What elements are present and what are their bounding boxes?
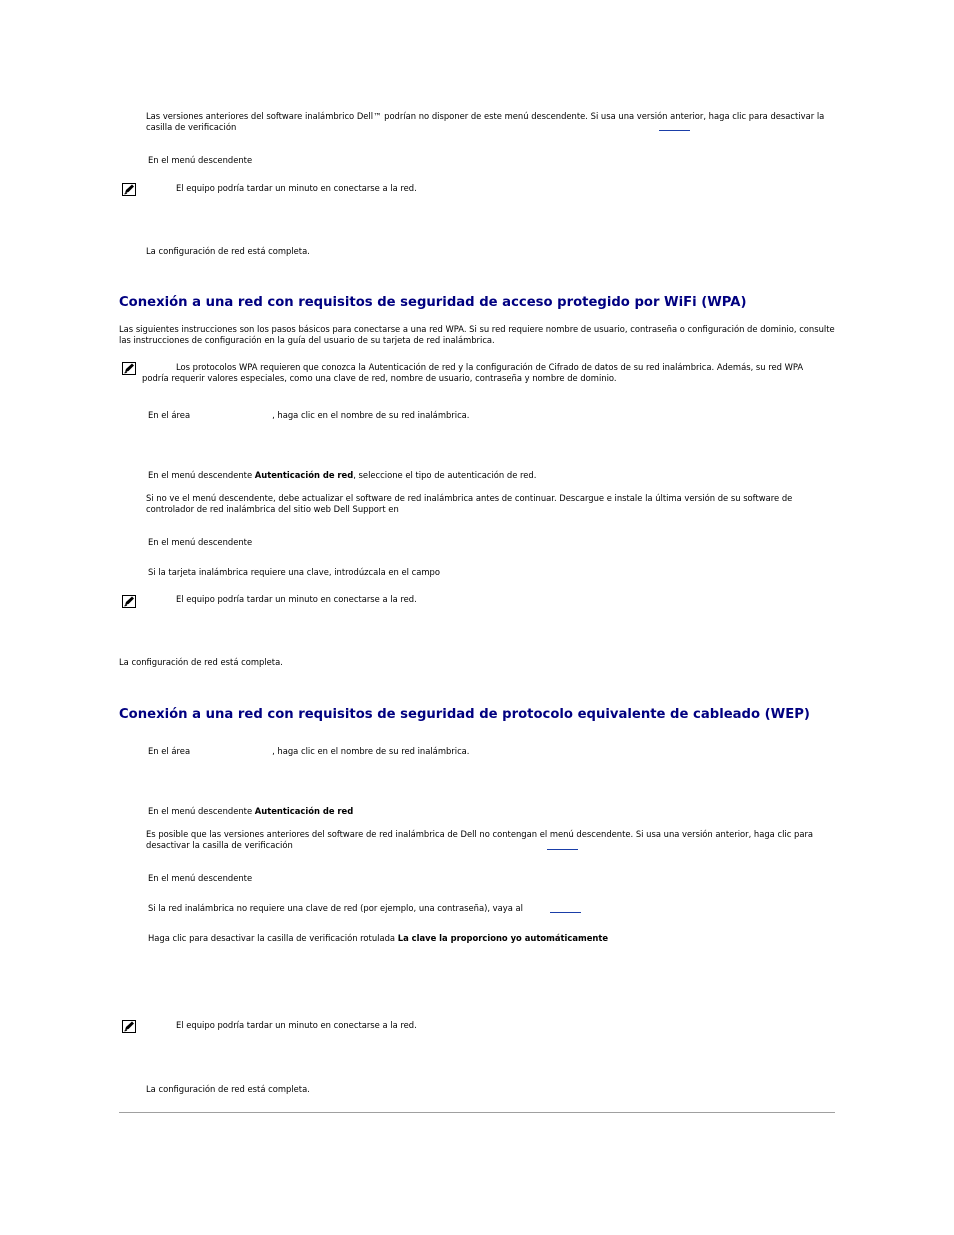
link-underline[interactable] — [547, 849, 578, 850]
step-auth-prefix: En el menú descendente — [148, 470, 253, 480]
older-versions-note: Las versiones anteriores del software inalámbrico Dell™ podrían no disponer de este menú descendente. Si usa una versión anterior, haga clic para desactivar la casilla de verificación — [146, 111, 825, 132]
wpa-step-menu: En el menú descendente — [148, 537, 253, 547]
section-heading-wep: Conexión a una red con requisitos de seguridad de protocolo equivalente de cableado (WEP) — [119, 707, 810, 722]
note-pencil-icon — [122, 362, 136, 375]
step-auth-bold: Autenticación de red — [254, 806, 354, 816]
step-area-prefix: En el área — [148, 746, 191, 756]
wpa-intro: Las siguientes instrucciones son los pasos básicos para conectarse a una red WPA. Si su red requiere nombre de usuario, contraseña o configuración de dominio, consulte las instrucciones de configuración en la guía del usuario de su tarjeta de red inalámbrica. — [119, 324, 835, 345]
wep-no-key: Si la red inalámbrica no requiere una clave de red (por ejemplo, una contraseña), vaya al — [148, 903, 523, 913]
uncheck-prefix: Haga clic para desactivar la casilla de verificación rotulada — [148, 933, 396, 943]
step-dropdown: En el menú descendente — [148, 155, 253, 165]
step-auth-suffix: , seleccione el tipo de autenticación de red. — [353, 470, 537, 480]
step-area-prefix: En el área — [148, 410, 191, 420]
wep-config-complete: La configuración de red está completa. — [146, 1084, 310, 1094]
wep-step-menu: En el menú descendente — [148, 873, 253, 883]
note-pencil-icon — [122, 183, 136, 196]
wep-uncheck — [148, 933, 608, 944]
step-area-suffix: , haga clic en el nombre de su red inalámbrica. — [272, 746, 470, 756]
wpa-note-text: Los protocolos WPA requieren que conozca la Autenticación de red y la configuración de Cifrado de datos de su red inalámbrica. Además, su red WPA podría requerir valores especiales, como una clave de red, nombre de usuario, contraseña y nombre de dominio. — [142, 362, 804, 383]
link-underline[interactable] — [550, 912, 581, 913]
section-heading-wpa: Conexión a una red con requisitos de seguridad de acceso protegido por WiFi (WPA) — [119, 295, 747, 310]
wpa-no-menu: Si no ve el menú descendente, debe actualizar el software de red inalámbrica antes de continuar. Descargue e instale la última versión de su software de controlador de red inalámbrica del sitio web Dell Support en — [146, 493, 793, 514]
note-pencil-icon — [122, 1020, 136, 1033]
link-underline[interactable] — [659, 130, 690, 131]
wpa-step-key: Si la tarjeta inalámbrica requiere una clave, introdúzcala en el campo — [148, 567, 440, 577]
wep-step-auth — [148, 806, 353, 817]
wep-older-versions-note: Es posible que las versiones anteriores del software de red inalámbrica de Dell no contengan el menú descendente. Si usa una versión anterior, haga clic para desactivar la casilla de verificación — [146, 829, 814, 850]
step-auth-prefix: En el menú descendente — [148, 806, 253, 816]
config-complete: La configuración de red está completa. — [146, 246, 310, 256]
wpa-step-area — [148, 410, 469, 421]
wep-step-area — [148, 746, 469, 757]
uncheck-bold: La clave la proporciono yo automáticamente — [397, 933, 609, 943]
note-text: El equipo podría tardar un minuto en conectarse a la red. — [176, 183, 417, 193]
note-pencil-icon — [122, 595, 136, 608]
horizontal-rule — [119, 1112, 835, 1113]
wpa-config-complete: La configuración de red está completa. — [119, 657, 283, 667]
wpa-note2-text: El equipo podría tardar un minuto en conectarse a la red. — [176, 594, 417, 604]
step-area-suffix: , haga clic en el nombre de su red inalámbrica. — [272, 410, 470, 420]
step-auth-bold: Autenticación de red — [254, 470, 354, 480]
wpa-step-auth — [148, 470, 536, 481]
wep-note-text: El equipo podría tardar un minuto en conectarse a la red. — [176, 1020, 417, 1030]
